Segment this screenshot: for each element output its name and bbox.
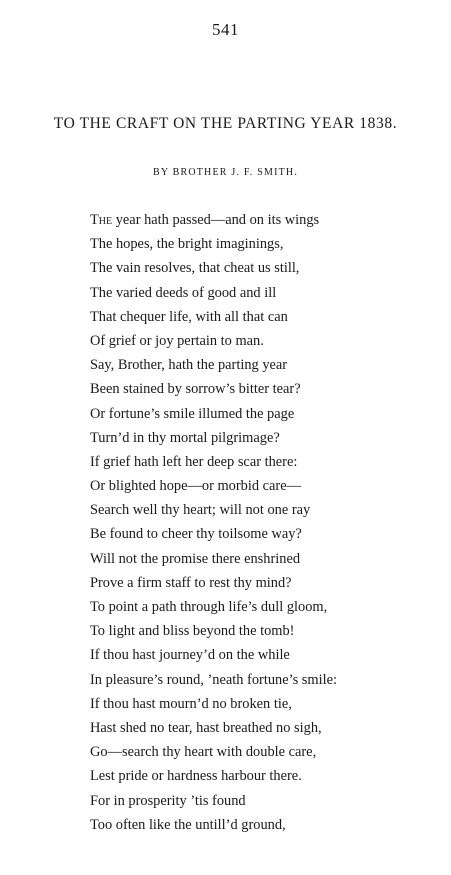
poem-title: TO THE CRAFT ON THE PARTING YEAR 1838. <box>53 115 398 132</box>
poem-line: Lest pride or hardness harbour there. <box>90 768 302 785</box>
poem-line: Say, Brother, hath the parting year <box>90 357 288 374</box>
poem-line: Been stained by sorrow’s bitter tear? <box>90 381 301 398</box>
poem-line: The varied deeds of good and ill <box>90 284 277 301</box>
poem-line <box>90 208 337 232</box>
poem-line: Be found to cheer thy toilsome way? <box>90 526 302 543</box>
poem-line: If grief hath left her deep scar there: <box>90 453 298 470</box>
poem-first-line-rest: year hath passed—and on its wings <box>112 212 320 228</box>
poem-line: If thou hast mourn’d no broken tie, <box>90 695 292 712</box>
poem-line: Or blighted hope—or morbid care— <box>90 478 302 495</box>
poem-line: To point a path through life’s dull gloom, <box>90 599 328 615</box>
poem-line: The hopes, the bright imaginings, <box>90 236 284 253</box>
poem-byline: BY BROTHER J. F. SMITH. <box>152 167 299 178</box>
poem-line: If thou hast journey’d on the while <box>90 647 290 664</box>
poem-first-word: The <box>90 212 113 228</box>
poem-line: That chequer life, with all that can <box>90 308 288 325</box>
poem-line: Hast shed no tear, hast breathed no sigh, <box>90 719 322 736</box>
poem-line: Too often like the untill’d ground, <box>90 816 286 833</box>
poem-line: The vain resolves, that cheat us still, <box>90 260 300 277</box>
poem-line: Prove a firm staff to rest thy mind? <box>90 574 292 591</box>
poem-line: Turn’d in thy mortal pilgrimage? <box>90 429 280 446</box>
poem-line: To light and bliss beyond the tomb! <box>90 623 295 640</box>
poem-line: Go—search thy heart with double care, <box>90 744 317 761</box>
poem-body <box>90 208 337 837</box>
poem-line: For in prosperity ’tis found <box>90 792 246 809</box>
page-number: 541 <box>212 20 239 39</box>
poem-line: Of grief or joy pertain to man. <box>90 332 264 349</box>
poem-line: In pleasure’s round, ’neath fortune’s smile: <box>90 671 337 688</box>
poem-line: Will not the promise there enshrined <box>90 550 301 567</box>
poem-line: Or fortune’s smile illumed the page <box>90 405 295 422</box>
poem-line: Search well thy heart; will not one ray <box>90 502 311 519</box>
